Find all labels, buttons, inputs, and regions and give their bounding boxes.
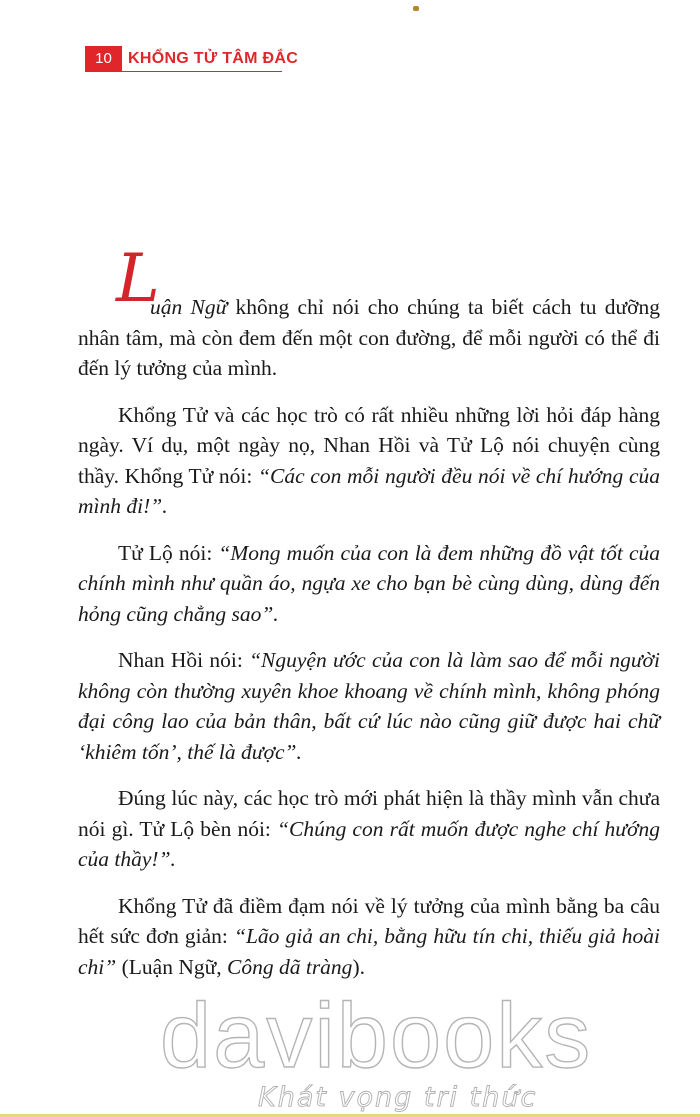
paragraph-text: Đúng lúc này, các học trò mới phát hiện là thầy mình vẫn chưa nói gì. Tử Lộ bèn nói: [78,786,660,841]
quote: “Lão giả an chi, bằng hữu tín chi, thiếu giả hoài chi” [78,924,661,979]
page-number: 10 [85,46,122,72]
paragraph-text: Nhan Hồi nói: [118,648,250,672]
paragraph-text: Tử Lộ nói: [118,540,219,565]
header-rule [122,71,282,72]
quote: “Các con mỗi người đều nói về chí hướng của mình đi!”. [78,463,660,518]
paragraph-1 [78,240,660,384]
quote: “Nguyện ước của con là làm sao để mỗi người không còn thường xuyên khoe khoang về chính mình, không phóng đại công lao của bản thân, bất cứ lúc nào cũng giữ được hai chữ ‘khiêm tốn’, thế là được”. [78,648,660,764]
paragraph-6 [78,891,660,983]
watermark-brand: davibooks [160,985,593,1087]
ink-speck [413,6,419,11]
paragraph-text: không chỉ nói cho chúng ta biết cách tu dưỡng nhân tâm, mà còn đem đến một con đường, để mỗi người có thể đi đến lý tưởng của mình. [78,295,660,380]
reference-close: ). [352,954,365,979]
paragraph-4 [78,645,660,767]
body-text [78,240,661,998]
paragraph-3 [78,538,660,630]
page-header [0,44,700,74]
paragraph-5 [78,783,660,875]
watermark-tagline: Khát vọng tri thức [258,1082,538,1113]
drop-cap: L [116,240,160,317]
reference-title: Công dã tràng [227,954,353,979]
running-title: KHỔNG TỬ TÂM ĐẮC [128,50,299,67]
reference-open: (Luận Ngữ, [116,954,227,979]
quote: “Chúng con rất muốn được nghe chí hướng của thầy!”. [78,816,660,871]
paragraph-text: Khổng Tử đã điềm đạm nói về lý tưởng của mình bằng ba câu hết sức đơn giản: [78,893,660,948]
book-title: uận Ngữ [150,295,228,319]
quote: “Mong muốn của con là đem những đồ vật tốt của chính mình như quần áo, ngựa xe cho bạn bè cùng dùng, dùng đến hỏng cũng chẳng sao”. [78,540,660,626]
paragraph-2 [78,400,660,522]
paragraph-text: Khổng Tử và các học trò có rất nhiều những lời hỏi đáp hàng ngày. Ví dụ, một ngày nọ, Nhan Hồi và Tử Lộ nói chuyện cùng thầy. Khổng Tử nói: [78,402,660,488]
